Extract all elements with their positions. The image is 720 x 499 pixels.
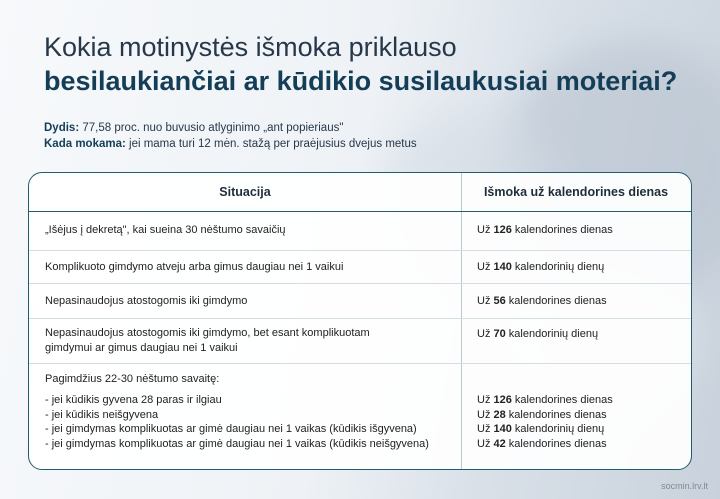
- source-credit: socmin.lrv.lt: [661, 481, 708, 491]
- benefits-table: [28, 172, 692, 470]
- situation-cell: Komplikuoto gimdymo atveju arba gimus daugiau nei 1 vaikui: [45, 261, 344, 273]
- payment-cell: Už 56 kalendorines dienas: [477, 295, 607, 307]
- payment-cell: [477, 393, 687, 451]
- list-item: - jei kūdikis neišgyvena: [45, 408, 159, 421]
- table-row-group: [29, 363, 691, 470]
- column-header-situation: Situacija: [219, 185, 271, 199]
- list-item: - jei gimdymas komplikuotas ar gimė daugiau nei 1 vaikas (kūdikis neišgyvena): [45, 437, 429, 450]
- payment-cell: Už 126 kalendorines dienas: [477, 224, 613, 236]
- table-header: [29, 173, 691, 212]
- when-value: jei mama turi 12 mėn. stažą per praėjusius dvejus metus: [125, 138, 417, 150]
- situation-cell: Nepasinaudojus atostogomis iki gimdymo: [45, 295, 248, 307]
- table-row: [29, 250, 691, 284]
- list-item: Už 140 kalendorinių dienų: [477, 423, 605, 435]
- list-item: - jei kūdikis gyvena 28 paras ir ilgiau: [45, 394, 222, 406]
- size-value: 77,58 proc. nuo buvusio atlyginimo „ant popieriaus": [79, 122, 344, 134]
- table-row: [29, 318, 691, 364]
- when-info: [44, 138, 417, 150]
- page-subtitle: besilaukiančiai ar kūdikio susilaukusiai moteriai?: [44, 66, 678, 96]
- column-header-payment: Išmoka už kalendorines dienas: [483, 185, 669, 199]
- list-item: Už 28 kalendorines dienas: [477, 408, 607, 421]
- table-row: [29, 211, 691, 250]
- payment-cell: Už 140 kalendorinių dienų: [477, 261, 605, 273]
- situation-cell: [45, 393, 450, 451]
- size-label: Dydis:: [44, 122, 80, 134]
- table-row: [29, 283, 691, 319]
- list-item: Už 42 kalendorines dienas: [477, 437, 607, 450]
- group-heading: Pagimdžius 22-30 nėštumo savaitę:: [45, 373, 220, 385]
- size-info: [44, 122, 343, 134]
- when-label: Kada mokama:: [44, 138, 126, 150]
- list-item: Už 126 kalendorines dienas: [477, 394, 613, 406]
- situation-cell: „Išėjus į dekretą", kai sueina 30 nėštumo savaičių: [45, 224, 286, 236]
- page-title: Kokia motinystės išmoka priklauso: [44, 32, 457, 62]
- situation-cell: Nepasinaudojus atostogomis iki gimdymo, bet esant komplikuotam gimdymui ar gimus daugiau nei 1 vaikui: [45, 327, 370, 354]
- list-item: - jei gimdymas komplikuotas ar gimė daugiau nei 1 vaikas (kūdikis išgyvena): [45, 423, 417, 435]
- payment-cell: Už 70 kalendorinių dienų: [477, 328, 599, 340]
